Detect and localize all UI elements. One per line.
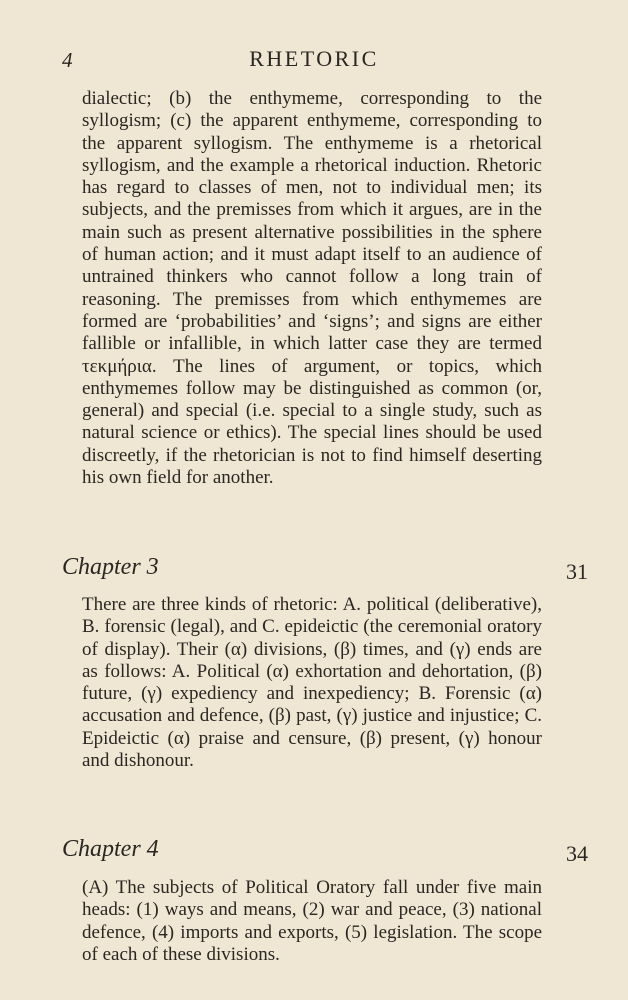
body-paragraph-continued: dialectic; (b) the enthymeme, corresponding to the syllogism; (c) the apparent enthymeme, corresponding to the apparent syllogism. The enthymeme is a rhetorical syllogism, and the example a rhetorical induction. Rhetoric has regard to classes of men, not to individual men; its subjects, and the premisses from which it argues, are in the main such as present alternative possibilities in the sphere of human action; and it must adapt itself to an audience of untrained thinkers who cannot follow a long train of reasoning. The premisses from which enthymemes are formed are ‘probabilities’ and ‘signs’; and signs are either fallible or infallible, in which latter case they are termed τεκμήρια. The lines of argument, or topics, which enthymemes follow may be distinguished as common (or, general) and special (i.e. special to a single study, such as natural science or ethics). The special lines should be used discreetly, if the rhetorician is not to find himself deserting his own field for another. xyxy=(82,88,542,489)
chapter-4-title: Chapter 4 xyxy=(62,836,159,862)
page-number: 4 xyxy=(62,48,73,72)
chapter-4-paragraph: (A) The subjects of Political Oratory fall under five main heads: (1) ways and means, (2) war and peace, (3) national defence, (4) imports and exports, (5) legislation. The scope of each of these divisions. xyxy=(82,877,542,965)
chapter-4-reference-number: 34 xyxy=(566,841,588,866)
chapter-3-paragraph: There are three kinds of rhetoric: A. political (deliberative), B. forensic (legal), and C. epideictic (the ceremonial oratory of display). Their (α) divisions, (β) times, and (γ) ends are as follows: A. Political (α) exhortation and dehortation, (β) future, (γ) expediency and inexpediency; B. Forensic (α) accusation and defence, (β) past, (γ) justice and injustice; C. Epideictic (α) praise and censure, (β) present, (γ) honour and dishonour. xyxy=(82,594,542,772)
chapter-3-title: Chapter 3 xyxy=(62,554,159,580)
running-title: RHETORIC xyxy=(249,46,379,71)
chapter-3-reference-number: 31 xyxy=(566,559,588,584)
